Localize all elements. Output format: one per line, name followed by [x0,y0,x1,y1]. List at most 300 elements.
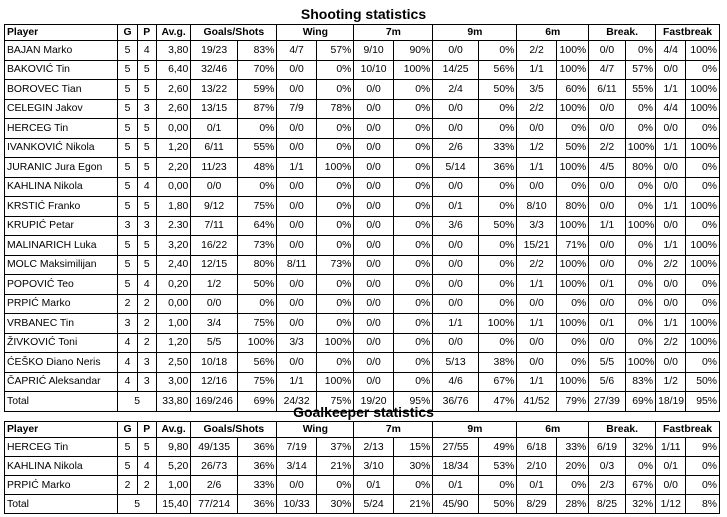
goals-pct-cell: 0% [237,294,276,314]
fb-pct-cell: 0% [686,60,720,80]
total-m7-cell: 19/20 [354,392,393,412]
m7-cell: 0/0 [354,236,393,256]
column-header: Wing [277,422,354,438]
fb-pct-cell: 0% [686,275,720,295]
m6-pct-cell: 0% [556,476,588,495]
games-cell: 4 [118,333,137,353]
m7-pct-cell: 0% [393,314,432,334]
fb-pct-cell: 9% [686,438,720,457]
m7-pct-cell: 0% [393,275,432,295]
wing-cell: 0/0 [277,476,316,495]
played-cell: 5 [137,60,156,80]
table-row [5,438,720,457]
brk-cell: 0/1 [589,314,625,334]
brk-pct-cell: 0% [625,197,655,217]
brk-pct-cell: 0% [625,457,655,476]
m9-cell: 0/0 [433,119,479,139]
column-header: Player [5,422,118,438]
brk-pct-cell: 83% [625,372,655,392]
total-m6-pct-cell: 79% [556,392,588,412]
games-cell: 5 [118,255,137,275]
wing-pct-cell: 100% [316,372,353,392]
games-cell: 5 [118,197,137,217]
goalkeeper-table [4,421,720,514]
goals-cell: 7/11 [191,216,238,236]
average-cell: 2,20 [156,158,190,178]
m6-cell: 0/0 [517,333,556,353]
games-cell: 5 [118,177,137,197]
m6-cell: 3/3 [517,216,556,236]
goals-pct-cell: 55% [237,138,276,158]
m6-cell: 0/0 [517,294,556,314]
played-cell: 5 [137,80,156,100]
m9-cell: 5/14 [433,158,479,178]
games-cell: 5 [118,236,137,256]
total-m9-pct-cell: 50% [478,495,516,514]
column-header: Fastbreak [656,422,720,438]
goals-cell: 6/11 [191,138,238,158]
total-fb-pct-cell: 95% [686,392,720,412]
m7-pct-cell: 0% [393,216,432,236]
shooting-title: Shooting statistics [300,6,427,22]
m9-cell: 4/6 [433,372,479,392]
table-row [5,177,720,197]
goals-cell: 0/1 [191,119,238,139]
wing-pct-cell: 0% [316,294,353,314]
column-header: Break. [589,422,656,438]
m6-pct-cell: 0% [556,294,588,314]
m9-pct-cell: 0% [478,294,516,314]
player-name: BAKOVIĆ Tin [5,60,118,80]
goals-cell: 26/73 [191,457,238,476]
wing-cell: 0/0 [277,216,316,236]
goals-cell: 0/0 [191,177,238,197]
fb-pct-cell: 100% [686,333,720,353]
goals-cell: 12/16 [191,372,238,392]
fb-pct-cell: 100% [686,314,720,334]
brk-cell: 0/3 [589,457,625,476]
m6-cell: 8/10 [517,197,556,217]
m9-pct-cell: 100% [478,314,516,334]
goals-pct-cell: 70% [237,60,276,80]
fb-pct-cell: 0% [686,216,720,236]
m9-cell: 1/1 [433,314,479,334]
average-cell: 2,60 [156,99,190,119]
m6-cell: 0/1 [517,476,556,495]
table-row [5,138,720,158]
total-m9-cell: 36/76 [433,392,479,412]
column-header: 7m [354,422,433,438]
played-cell: 5 [137,438,156,457]
m6-pct-cell: 100% [556,216,588,236]
brk-cell: 0/0 [589,119,625,139]
average-cell: 3,20 [156,236,190,256]
m9-cell: 0/0 [433,275,479,295]
total-m6-cell: 8/29 [517,495,556,514]
goals-pct-cell: 64% [237,216,276,236]
goals-pct-cell: 75% [237,197,276,217]
goals-pct-cell: 75% [237,372,276,392]
m6-cell: 3/5 [517,80,556,100]
column-header: Goals/Shots [191,422,277,438]
average-cell: 2.30 [156,216,190,236]
brk-cell: 6/11 [589,80,625,100]
goals-pct-cell: 80% [237,255,276,275]
m7-cell: 0/0 [354,294,393,314]
fb-pct-cell: 100% [686,41,720,61]
m9-pct-cell: 0% [478,236,516,256]
total-goals-pct-cell: 69% [237,392,276,412]
m6-cell: 1/1 [517,158,556,178]
played-cell: 4 [137,457,156,476]
column-header: Av.g. [156,422,190,438]
player-name: BAJAN Marko [5,41,118,61]
average-cell: 0,00 [156,294,190,314]
fb-pct-cell: 0% [686,476,720,495]
wing-cell: 0/0 [277,80,316,100]
m9-cell: 0/0 [433,41,479,61]
brk-pct-cell: 0% [625,314,655,334]
m6-cell: 6/18 [517,438,556,457]
fb-cell: 0/0 [656,216,686,236]
games-cell: 3 [118,216,137,236]
m9-pct-cell: 0% [478,197,516,217]
m9-pct-cell: 49% [478,438,516,457]
wing-pct-cell: 100% [316,333,353,353]
wing-cell: 0/0 [277,275,316,295]
column-header: Player [5,25,118,41]
fb-cell: 0/0 [656,294,686,314]
wing-pct-cell: 78% [316,99,353,119]
player-name: PRPIĆ Marko [5,476,118,495]
m6-cell: 0/0 [517,177,556,197]
fb-cell: 0/0 [656,60,686,80]
fb-cell: 4/4 [656,99,686,119]
fb-cell: 1/2 [656,372,686,392]
table-row [5,255,720,275]
games-cell: 5 [118,138,137,158]
m7-pct-cell: 0% [393,80,432,100]
brk-pct-cell: 0% [625,236,655,256]
total-fb-pct-cell: 8% [686,495,720,514]
fb-cell: 0/0 [656,177,686,197]
m7-pct-cell: 0% [393,119,432,139]
wing-cell: 7/19 [277,438,316,457]
table-row [5,119,720,139]
m9-cell: 14/25 [433,60,479,80]
average-cell: 1,80 [156,197,190,217]
wing-cell: 0/0 [277,236,316,256]
m9-cell: 2/6 [433,138,479,158]
goals-pct-cell: 36% [237,438,276,457]
fb-cell: 0/0 [656,275,686,295]
total-brk-pct-cell: 69% [625,392,655,412]
brk-pct-cell: 0% [625,99,655,119]
total-wing-cell: 10/33 [277,495,316,514]
played-cell: 2 [137,333,156,353]
average-cell: 3,80 [156,41,190,61]
m9-cell: 0/1 [433,197,479,217]
goals-pct-cell: 0% [237,119,276,139]
brk-pct-cell: 100% [625,216,655,236]
fb-pct-cell: 0% [686,177,720,197]
games-cell: 3 [118,314,137,334]
m6-cell: 1/2 [517,138,556,158]
fb-cell: 2/2 [656,333,686,353]
total-row [5,495,720,514]
table-row [5,275,720,295]
m6-cell: 1/1 [517,314,556,334]
m7-pct-cell: 0% [393,333,432,353]
m7-cell: 0/0 [354,158,393,178]
wing-pct-cell: 0% [316,275,353,295]
brk-pct-cell: 0% [625,177,655,197]
m9-pct-cell: 0% [478,255,516,275]
fb-pct-cell: 100% [686,255,720,275]
column-header: P [137,422,156,438]
played-cell: 5 [137,197,156,217]
brk-pct-cell: 0% [625,294,655,314]
m7-cell: 2/13 [354,438,393,457]
m6-cell: 15/21 [517,236,556,256]
header-row [5,25,720,41]
goals-cell: 3/4 [191,314,238,334]
wing-pct-cell: 21% [316,457,353,476]
m6-cell: 2/10 [517,457,556,476]
brk-pct-cell: 55% [625,80,655,100]
m9-cell: 0/0 [433,236,479,256]
brk-pct-cell: 0% [625,333,655,353]
goals-pct-cell: 36% [237,457,276,476]
m7-pct-cell: 100% [393,60,432,80]
table-row [5,372,720,392]
wing-cell: 8/11 [277,255,316,275]
brk-pct-cell: 0% [625,275,655,295]
played-cell: 5 [137,255,156,275]
wing-pct-cell: 0% [316,353,353,373]
brk-pct-cell: 0% [625,41,655,61]
m9-pct-cell: 33% [478,138,516,158]
m7-pct-cell: 0% [393,476,432,495]
wing-cell: 1/1 [277,372,316,392]
table-row [5,457,720,476]
played-cell: 4 [137,41,156,61]
games-cell: 5 [118,99,137,119]
m7-pct-cell: 0% [393,372,432,392]
total-brk-cell: 8/25 [589,495,625,514]
played-cell: 5 [137,236,156,256]
player-name: PRPIĆ Marko [5,294,118,314]
m9-cell: 0/0 [433,177,479,197]
total-games-cell: 5 [118,392,156,412]
m6-pct-cell: 0% [556,333,588,353]
m9-pct-cell: 0% [478,119,516,139]
games-cell: 5 [118,60,137,80]
wing-cell: 1/1 [277,158,316,178]
brk-cell: 0/0 [589,99,625,119]
total-goals-cell: 77/214 [191,495,238,514]
wing-pct-cell: 100% [316,158,353,178]
m7-pct-cell: 0% [393,99,432,119]
player-name: VRBANEC Tin [5,314,118,334]
m6-pct-cell: 100% [556,158,588,178]
m6-pct-cell: 100% [556,60,588,80]
played-cell: 2 [137,294,156,314]
fb-pct-cell: 0% [686,158,720,178]
goals-pct-cell: 73% [237,236,276,256]
column-header: Break. [589,25,656,41]
goals-cell: 1/2 [191,275,238,295]
player-name: POPOVIĆ Teo [5,275,118,295]
brk-cell: 6/19 [589,438,625,457]
brk-pct-cell: 67% [625,476,655,495]
m9-cell: 0/0 [433,294,479,314]
player-name: MALINARICH Luka [5,236,118,256]
brk-cell: 5/5 [589,353,625,373]
total-average-cell: 15,40 [156,495,190,514]
fb-pct-cell: 0% [686,294,720,314]
total-m6-pct-cell: 28% [556,495,588,514]
brk-cell: 0/0 [589,333,625,353]
brk-cell: 1/1 [589,216,625,236]
brk-pct-cell: 0% [625,119,655,139]
average-cell: 0,20 [156,275,190,295]
wing-pct-cell: 0% [316,216,353,236]
m9-cell: 18/34 [433,457,479,476]
total-m9-pct-cell: 47% [478,392,516,412]
column-header: 6m [517,422,589,438]
m6-cell: 1/1 [517,60,556,80]
brk-cell: 0/1 [589,275,625,295]
m9-cell: 27/55 [433,438,479,457]
wing-cell: 0/0 [277,314,316,334]
brk-cell: 0/0 [589,294,625,314]
m7-cell: 0/0 [354,197,393,217]
fb-pct-cell: 100% [686,138,720,158]
m6-pct-cell: 50% [556,138,588,158]
goals-cell: 19/23 [191,41,238,61]
goals-pct-cell: 48% [237,158,276,178]
total-wing-pct-cell: 30% [316,495,353,514]
m7-cell: 0/0 [354,119,393,139]
total-label: Total [5,495,118,514]
brk-cell: 0/0 [589,177,625,197]
m6-cell: 0/0 [517,353,556,373]
m9-pct-cell: 0% [478,333,516,353]
player-name: BOROVEC Tian [5,80,118,100]
fb-cell: 4/4 [656,41,686,61]
m9-pct-cell: 36% [478,158,516,178]
table-row [5,236,720,256]
player-name: ČAPRIĆ Aleksandar [5,372,118,392]
m6-pct-cell: 100% [556,255,588,275]
games-cell: 2 [118,294,137,314]
column-header: 9m [433,25,517,41]
m6-pct-cell: 0% [556,119,588,139]
table-row [5,41,720,61]
m7-pct-cell: 0% [393,197,432,217]
brk-cell: 0/0 [589,255,625,275]
m6-cell: 2/2 [517,99,556,119]
fb-cell: 1/1 [656,314,686,334]
goals-pct-cell: 100% [237,333,276,353]
m9-pct-cell: 67% [478,372,516,392]
wing-pct-cell: 0% [316,197,353,217]
m6-pct-cell: 60% [556,80,588,100]
player-name: JURANIC Jura Egon [5,158,118,178]
average-cell: 2,50 [156,353,190,373]
brk-cell: 0/0 [589,236,625,256]
goals-cell: 13/22 [191,80,238,100]
fb-pct-cell: 0% [686,119,720,139]
total-games-cell: 5 [118,495,156,514]
m9-cell: 5/13 [433,353,479,373]
wing-pct-cell: 0% [316,476,353,495]
average-cell: 9,80 [156,438,190,457]
m7-pct-cell: 0% [393,353,432,373]
average-cell: 1,00 [156,476,190,495]
m7-cell: 0/0 [354,314,393,334]
goals-cell: 32/46 [191,60,238,80]
table-row [5,80,720,100]
fb-pct-cell: 50% [686,372,720,392]
total-m9-cell: 45/90 [433,495,479,514]
brk-cell: 2/3 [589,476,625,495]
table-row [5,333,720,353]
brk-pct-cell: 32% [625,438,655,457]
column-header: 9m [433,422,517,438]
m7-pct-cell: 90% [393,41,432,61]
total-wing-cell: 24/32 [277,392,316,412]
brk-cell: 0/0 [589,197,625,217]
column-header: Goals/Shots [191,25,277,41]
m6-pct-cell: 33% [556,438,588,457]
m6-pct-cell: 100% [556,372,588,392]
column-header: 6m [517,25,589,41]
m9-cell: 3/6 [433,216,479,236]
wing-pct-cell: 0% [316,60,353,80]
goals-cell: 2/6 [191,476,238,495]
total-wing-pct-cell: 75% [316,392,353,412]
wing-cell: 0/0 [277,119,316,139]
wing-cell: 0/0 [277,177,316,197]
player-name: HERCEG Tin [5,438,118,457]
games-cell: 2 [118,476,137,495]
goals-pct-cell: 87% [237,99,276,119]
wing-cell: 0/0 [277,197,316,217]
player-name: KRSTIĆ Franko [5,197,118,217]
average-cell: 2,60 [156,80,190,100]
total-average-cell: 33,80 [156,392,190,412]
total-fb-cell: 18/19 [656,392,686,412]
average-cell: 0,00 [156,119,190,139]
m6-pct-cell: 100% [556,275,588,295]
played-cell: 5 [137,119,156,139]
column-header: Wing [277,25,354,41]
m7-cell: 0/0 [354,333,393,353]
goalkeeper-title: Goalkeeper statistics [293,404,434,420]
goals-pct-cell: 56% [237,353,276,373]
brk-cell: 0/0 [589,41,625,61]
m7-cell: 0/0 [354,99,393,119]
average-cell: 3,00 [156,372,190,392]
m6-pct-cell: 100% [556,99,588,119]
header-row [5,422,720,438]
shooting-table [4,24,720,412]
m7-pct-cell: 0% [393,138,432,158]
m7-pct-cell: 0% [393,236,432,256]
wing-pct-cell: 37% [316,438,353,457]
